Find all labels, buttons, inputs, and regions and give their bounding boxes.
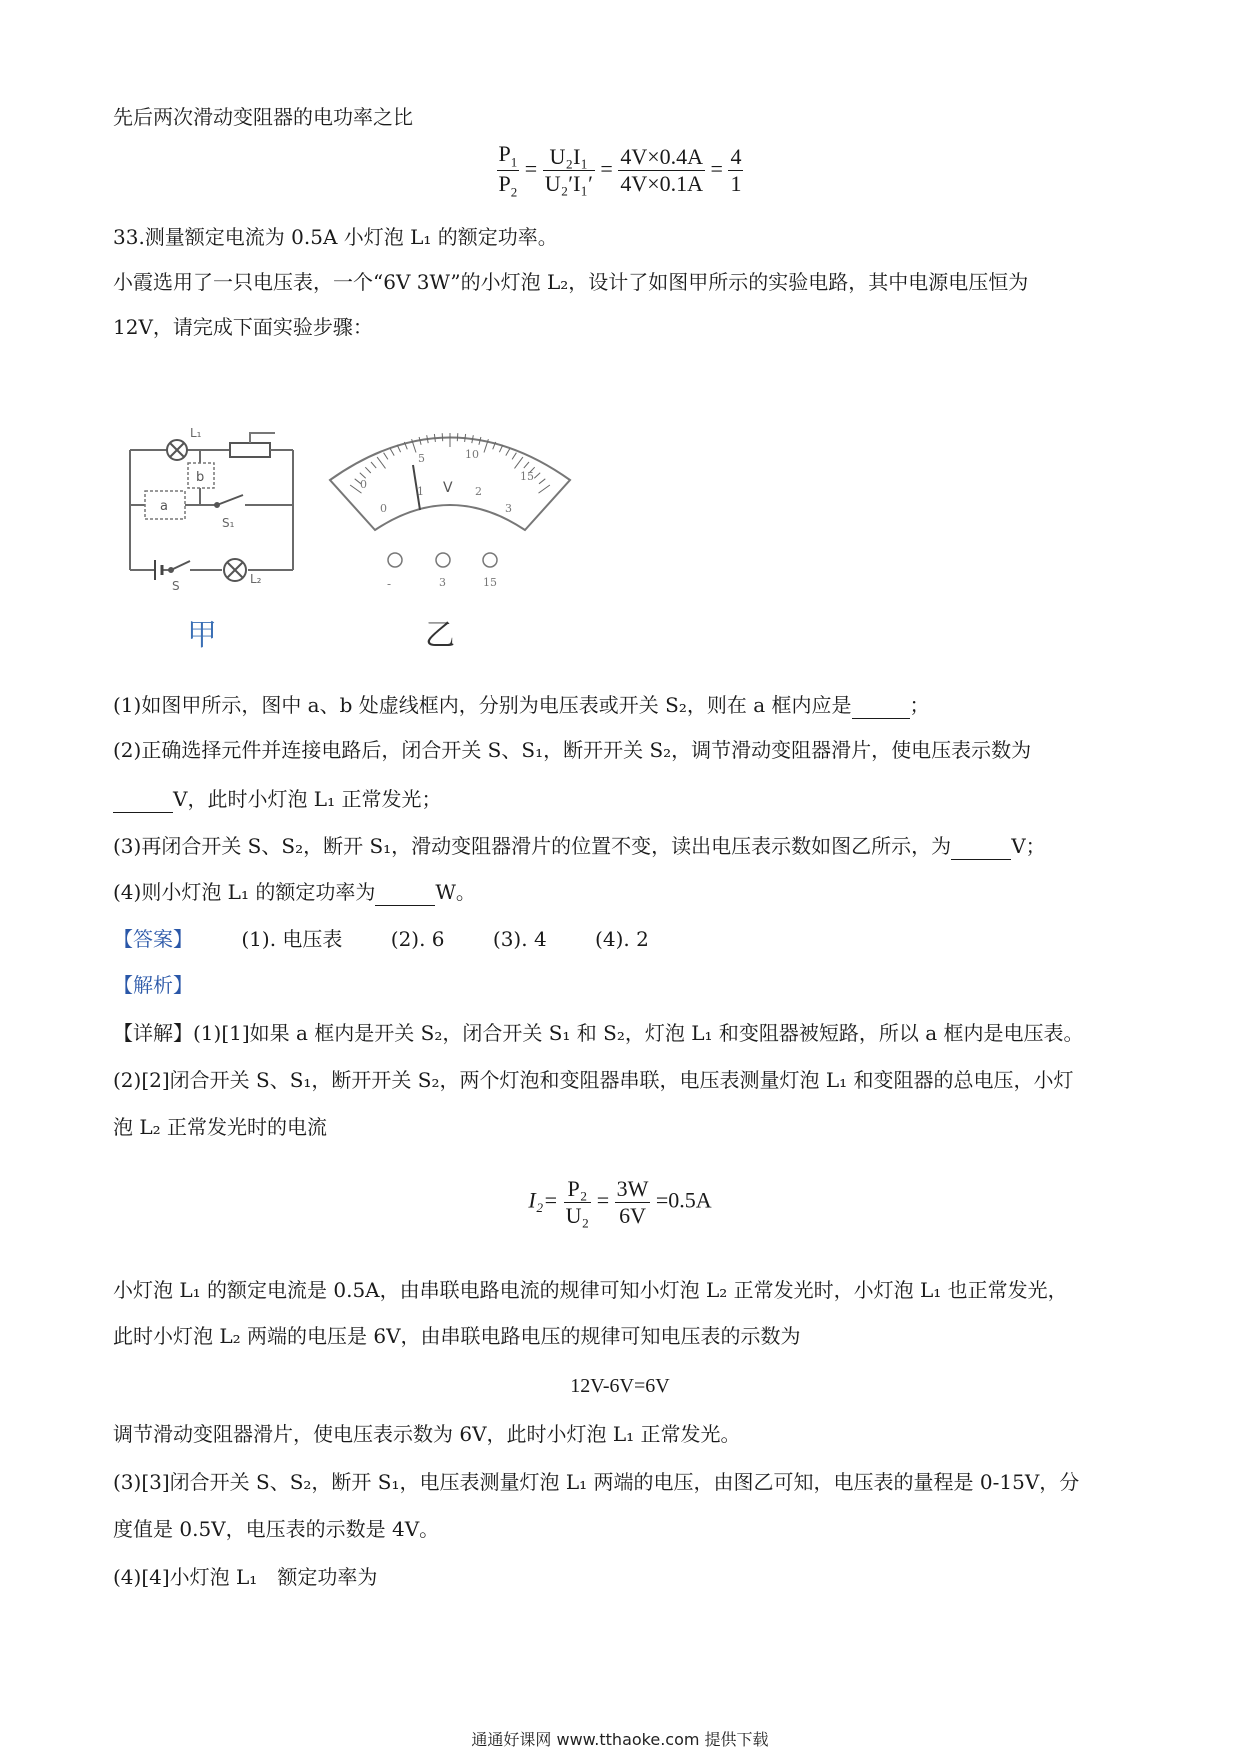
sub-question-2-line2: V，此时小灯泡 L₁ 正常发光； xyxy=(113,784,441,813)
circuit-diagram xyxy=(110,415,310,590)
voltmeter-dial xyxy=(325,420,575,595)
label-s: S xyxy=(172,579,180,590)
terminal-negative-icon xyxy=(388,553,402,567)
q33-desc-line2: 12V，请完成下面实验步骤： xyxy=(113,315,373,339)
terminal-3-icon xyxy=(436,553,450,567)
answer-blank-3 xyxy=(951,831,1011,860)
detail-tag: 【详解】 xyxy=(113,1021,193,1045)
label-a: a xyxy=(160,499,168,514)
tick-lower-3: 3 xyxy=(505,502,512,515)
terminal-15-label: 15 xyxy=(483,576,497,589)
answer-2: (2). 6 xyxy=(390,927,445,951)
lamp-l2-icon xyxy=(224,559,246,581)
switch-s1-icon xyxy=(215,495,243,507)
tick-lower-0: 0 xyxy=(380,502,387,515)
q33-title: 33.测量额定电流为 0.5A 小灯泡 L₁ 的额定功率。 xyxy=(113,225,558,249)
para4: 调节滑动变阻器滑片，使电压表示数为 6V，此时小灯泡 L₁ 正常发光。 xyxy=(113,1422,741,1446)
power-ratio-formula: $\frac{P_1}{P_2}$ = $\frac{\text{U₂I₁}}{\text{U₂′I₁′}}$ = $\frac{4V\times 0.4A}{4V\times 0.1A}$ = $\frac{4}{1}$ xyxy=(498,141,742,200)
meter-tick xyxy=(442,433,443,441)
tick-lower-1: 1 xyxy=(417,485,424,498)
detail-1: 【详解】(1)[1]如果 a 框内是开关 S₂，闭合开关 S₁ 和 S₂，灯泡 L₁ 和变阻器被短路，所以 a 框内是电压表。 xyxy=(113,1021,1084,1045)
label-l2: L₂ xyxy=(250,572,262,586)
terminal-3-label: 3 xyxy=(439,576,446,589)
battery-icon xyxy=(155,560,162,580)
sub-question-4: (4)则小灯泡 L₁ 的额定功率为 W。 xyxy=(113,877,476,906)
switch-s-icon xyxy=(169,561,190,572)
fraction-p2-u2: $\frac{\text{P₂}}{\text{U₂}}$ xyxy=(565,1176,590,1228)
para3-line2: 此时小灯泡 L₂ 两端的电压是 6V，由串联电路电压的规律可知电压表的示数为 xyxy=(113,1324,801,1348)
meter-tick xyxy=(457,433,458,441)
figure-label-yi: 乙 xyxy=(425,618,455,653)
footer-watermark: 通通好课网 www.tthaoke.com 提供下载 xyxy=(471,1730,769,1749)
detail-2-line1: (2)[2]闭合开关 S、S₁，断开开关 S₂，两个灯泡和变阻器串联，电压表测量灯泡 L₁ 和变阻器的总电压，小灯 xyxy=(113,1068,1074,1092)
label-s1: S₁ xyxy=(222,516,235,530)
label-b: b xyxy=(196,470,205,485)
answer-line xyxy=(113,925,649,953)
lamp-l1-icon xyxy=(167,440,187,460)
fraction-3w-6v: $\frac{3W}{6V}$ xyxy=(616,1176,649,1228)
tick-upper-15: 15 xyxy=(520,470,534,483)
figure-label-jia: 甲 xyxy=(187,618,217,653)
para3-line1: 小灯泡 L₁ 的额定电流是 0.5A，由串联电路电流的规律可知小灯泡 L₂ 正常发光时，小灯泡 L₁ 也正常发光， xyxy=(113,1278,1068,1302)
current-formula: I₂= $\frac{\text{P₂}}{\text{U₂}}$ = $\frac{3W}{6V}$ =0.5A xyxy=(528,1176,712,1228)
tick-upper-5: 5 xyxy=(418,452,425,465)
meter-unit: V xyxy=(443,480,453,496)
detail-4: (4)[4]小灯泡 L₁ 额定功率为 xyxy=(113,1565,378,1589)
detail-3-line2: 度值是 0.5V，电压表的示数是 4V。 xyxy=(113,1517,440,1541)
fraction-result: $\frac{4}{1}$ xyxy=(730,144,742,197)
fraction-ui: $\frac{\text{U₂I₁}}{\text{U₂′I₁′}}$ xyxy=(544,144,593,197)
terminal-15-icon xyxy=(483,553,497,567)
answer-tag: 【答案】 xyxy=(113,927,193,951)
sub-question-3: (3)再闭合开关 S、S₂，断开 S₁，滑动变阻器滑片的位置不变，读出电压表示数如图乙所示，为 V； xyxy=(113,831,1046,860)
answer-4: (4). 2 xyxy=(595,927,649,951)
intro-line: 先后两次滑动变阻器的电功率之比 xyxy=(113,105,413,129)
tick-upper-0: 0 xyxy=(360,478,367,491)
answer-blank-2 xyxy=(113,784,173,813)
answer-blank-1 xyxy=(852,690,910,719)
answer-blank-4 xyxy=(375,877,435,906)
answer-1: (1). 电压表 xyxy=(241,927,343,951)
tick-upper-10: 10 xyxy=(465,448,479,461)
detail-2-line2: 泡 L₂ 正常发光时的电流 xyxy=(113,1115,328,1139)
sub-question-2-line1: (2)正确选择元件并连接电路后，闭合开关 S、S₁，断开开关 S₂，调节滑动变阻器滑片，使电压表示数为 xyxy=(113,738,1032,762)
voltage-formula: 12V-6V=6V xyxy=(570,1375,670,1397)
detail-3-line1: (3)[3]闭合开关 S、S₂，断开 S₁，电压表测量灯泡 L₁ 两端的电压，由图乙可知，电压表的量程是 0-15V，分 xyxy=(113,1470,1080,1494)
fraction-values: $\frac{4V\times 0.4A}{4V\times 0.1A}$ xyxy=(620,144,704,197)
q33-desc-line1: 小霞选用了一只电压表，一个“6V 3W”的小灯泡 L₂，设计了如图甲所示的实验电路，其中电源电压恒为 xyxy=(113,270,1029,294)
sub-question-1: (1)如图甲所示，图中 a、b 处虚线框内，分别为电压表或开关 S₂，则在 a 框内应是 ； xyxy=(113,690,930,719)
fraction-p1-p2: $\frac{P_1}{P_2}$ xyxy=(498,141,518,200)
analysis-tag: 【解析】 xyxy=(113,973,193,997)
label-l1: L₁ xyxy=(190,426,202,440)
tick-lower-2: 2 xyxy=(475,485,482,498)
terminal-negative-label: - xyxy=(387,577,392,591)
answer-3: (3). 4 xyxy=(492,927,547,951)
